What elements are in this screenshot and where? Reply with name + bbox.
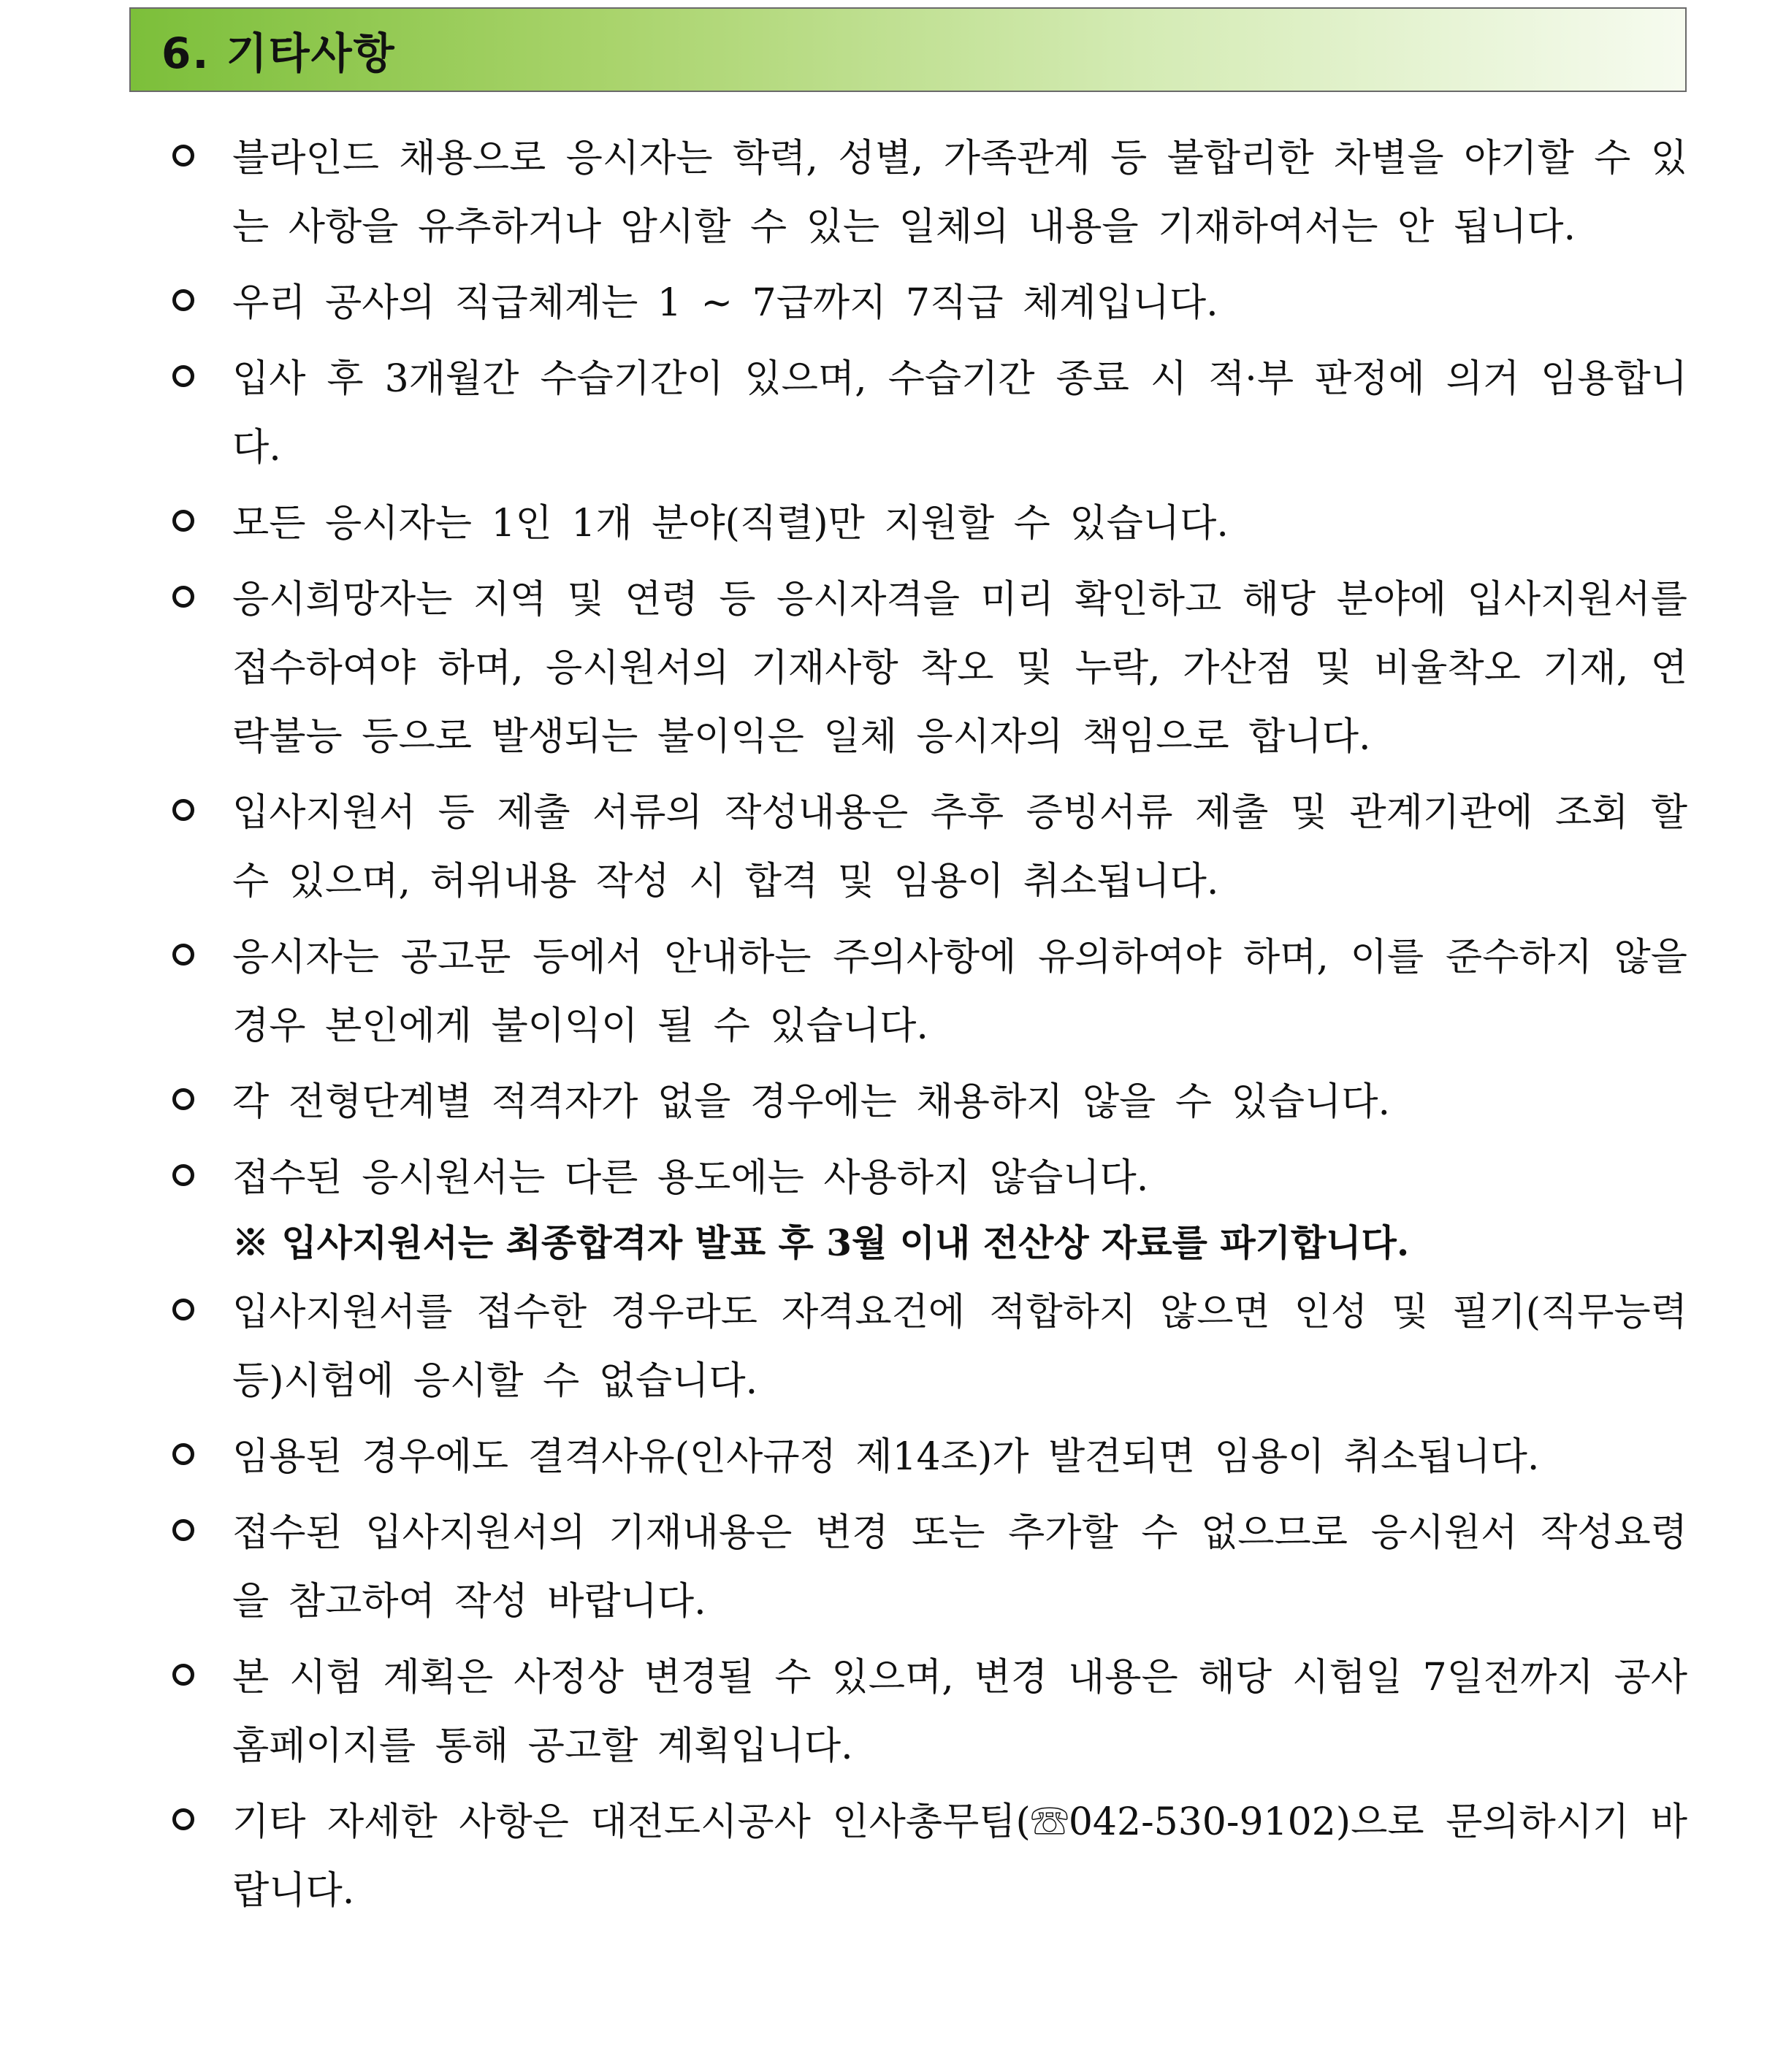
bullet-circle-icon [172, 289, 194, 311]
bullet-circle-icon [172, 1164, 194, 1186]
list-item [168, 1643, 1687, 1781]
bullet-circle-icon [172, 1664, 194, 1686]
list-item [168, 345, 1687, 482]
list-item-text: 블라인드 채용으로 응시자는 학력, 성별, 가족관계 등 불합리한 차별을 야기할 수 있는 사항을 유추하거나 암시할 수 있는 일체의 내용을 기재하여서는 안 됩니다. [232, 137, 1687, 249]
list-item-text: 임용된 경우에도 결격사유(인사규정 제14조)가 발견되면 임용이 취소됩니다. [232, 1435, 1540, 1479]
bullet-circle-icon [172, 510, 194, 532]
list-item [168, 1144, 1687, 1212]
list-item [168, 124, 1687, 261]
list-item-text: 모든 응시자는 1인 1개 분야(직렬)만 지원할 수 있습니다. [232, 502, 1229, 546]
list-item [168, 779, 1687, 916]
bullet-circle-icon [172, 1299, 194, 1320]
list-item [168, 1278, 1687, 1415]
list-item-text: 입사지원서 등 제출 서류의 작성내용은 추후 증빙서류 제출 및 관계기관에 조회 할 수 있으며, 허위내용 작성 시 합격 및 임용이 취소됩니다. [232, 791, 1687, 903]
list-item [168, 269, 1687, 337]
list-item-text: 입사 후 3개월간 수습기간이 있으며, 수습기간 종료 시 적·부 판정에 의거 임용합니다. [232, 357, 1687, 470]
list-item-text: 응시자는 공고문 등에서 안내하는 주의사항에 유의하여야 하며, 이를 준수하지 않을 경우 본인에게 불이익이 될 수 있습니다. [232, 936, 1687, 1048]
list-item-text: 접수된 입사지원서의 기재내용은 변경 또는 추가할 수 없으므로 응시원서 작성요령을 참고하여 작성 바랍니다. [232, 1511, 1687, 1624]
list-item [168, 1423, 1687, 1491]
section-title: 6. 기타사항 [161, 28, 396, 78]
notice-list [168, 124, 1687, 1933]
list-item [168, 489, 1687, 558]
list-item-text: 기타 자세한 사항은 대전도시공사 인사총무팀(☏042-530-9102)으로 문의하시기 바랍니다. [232, 1800, 1687, 1913]
list-item [168, 1788, 1687, 1925]
bullet-circle-icon [172, 1519, 194, 1541]
bullet-circle-icon [172, 145, 194, 167]
bullet-circle-icon [172, 586, 194, 608]
list-item-text: 우리 공사의 직급체계는 1 ~ 7급까지 7직급 체계입니다. [232, 281, 1218, 325]
list-item [168, 1499, 1687, 1636]
list-item-text: 입사지원서를 접수한 경우라도 자격요건에 적합하지 않으면 인성 및 필기(직무능력 등)시험에 응시할 수 없습니다. [232, 1291, 1687, 1403]
list-item [168, 923, 1687, 1060]
section-header [129, 7, 1687, 92]
list-item-text: 응시희망자는 지역 및 연령 등 응시자격을 미리 확인하고 해당 분야에 입사지원서를 접수하여야 하며, 응시원서의 기재사항 착오 및 누락, 가산점 및 비율착오 기재, 연락불능 등으로 발생되는 불이익은 일체 응시자의 책임으로 합니다. [232, 578, 1687, 759]
bullet-circle-icon [172, 799, 194, 821]
list-item [168, 1068, 1687, 1136]
list-item-text: 각 전형단계별 적격자가 없을 경우에는 채용하지 않을 수 있습니다. [232, 1080, 1391, 1124]
bullet-circle-icon [172, 1088, 194, 1110]
bullet-circle-icon [172, 1808, 194, 1830]
bullet-circle-icon [172, 365, 194, 387]
bullet-circle-icon [172, 944, 194, 966]
list-item-text: 접수된 응시원서는 다른 용도에는 사용하지 않습니다. [232, 1156, 1149, 1200]
list-item-text: 본 시험 계획은 사정상 변경될 수 있으며, 변경 내용은 해당 시험일 7일전까지 공사 홈페이지를 통해 공고할 계획입니다. [232, 1656, 1687, 1768]
data-retention-note: ※ 입사지원서는 최종합격자 발표 후 3월 이내 전산상 자료를 파기합니다. [232, 1221, 1410, 1264]
list-item [168, 565, 1687, 771]
bullet-circle-icon [172, 1443, 194, 1465]
